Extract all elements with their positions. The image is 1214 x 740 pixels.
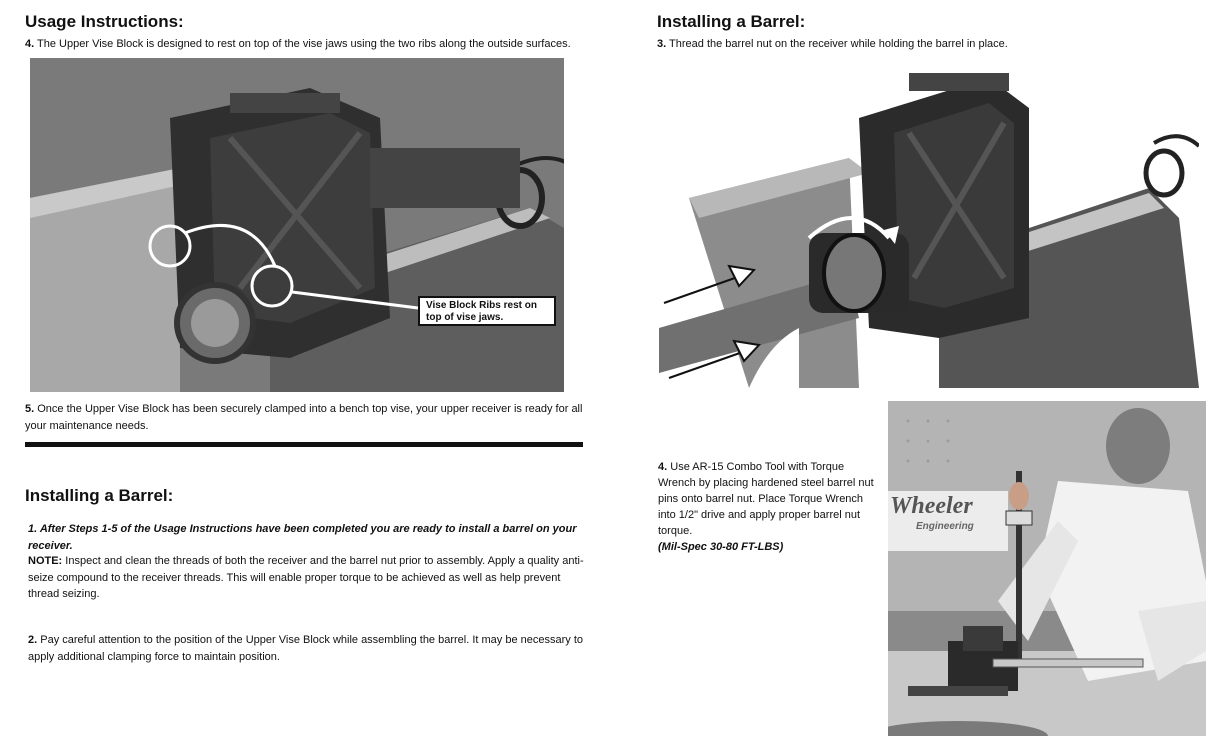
note-label: NOTE:	[28, 555, 63, 567]
vise-ribs-callout: Vise Block Ribs rest on top of vise jaws.	[418, 296, 556, 326]
section-divider	[25, 442, 583, 447]
step-number: 2.	[28, 634, 38, 646]
step-2-barrel	[28, 632, 588, 665]
wheeler-logo: Wheeler	[890, 493, 973, 519]
step-number: 4.	[658, 461, 668, 473]
step-text: Pay careful attention to the position of the Upper Vise Block while assembling the barrel. It may be necessary to apply additional clamping force to maintain position.	[28, 634, 584, 663]
step-1-barrel: 1. After Steps 1-5 of the Usage Instructions have been completed you are ready to install a barrel on your receiver.	[28, 523, 577, 552]
step-5-usage	[25, 401, 595, 434]
step-text: Thread the barrel nut on the receiver while holding the barrel in place.	[669, 38, 1008, 50]
barrel-nut-photo	[659, 58, 1199, 388]
step-number: 4.	[25, 38, 35, 50]
step-number: 5.	[25, 403, 35, 415]
usage-instructions-heading: Usage Instructions:	[25, 12, 184, 31]
step-text: The Upper Vise Block is designed to rest on top of the vise jaws using the two ribs along the outside surfaces.	[37, 38, 571, 50]
engineering-banner-text: Engineering	[916, 521, 974, 532]
installing-barrel-heading-right: Installing a Barrel:	[657, 12, 806, 31]
torque-wrench-photo	[888, 401, 1206, 736]
note-paragraph	[28, 553, 588, 603]
torque-spec: (Mil-Spec 30-80 FT-LBS)	[658, 541, 784, 553]
step-text: Use AR-15 Combo Tool with Torque Wrench by placing hardened steel barrel nut pins onto barrel nut. Place Torque Wrench into 1/2" drive and apply proper barrel nut torque.	[658, 461, 874, 537]
step-4-torque	[658, 459, 883, 555]
installing-barrel-heading-left: Installing a Barrel:	[25, 486, 174, 505]
step-text: Once the Upper Vise Block has been securely clamped into a bench top vise, your upper receiver is ready for all your maintenance needs.	[25, 403, 583, 432]
note-text: Inspect and clean the threads of both the receiver and the barrel nut prior to assembly. Apply a quality anti-seize compound to the receiver threads. This will enable proper torque to be achieved as well as help prevent thread seizing.	[28, 555, 584, 600]
step-3-barrel	[657, 36, 1197, 53]
step-4-usage	[25, 36, 600, 53]
step-number: 3.	[657, 38, 667, 50]
vise-block-photo	[30, 58, 564, 392]
